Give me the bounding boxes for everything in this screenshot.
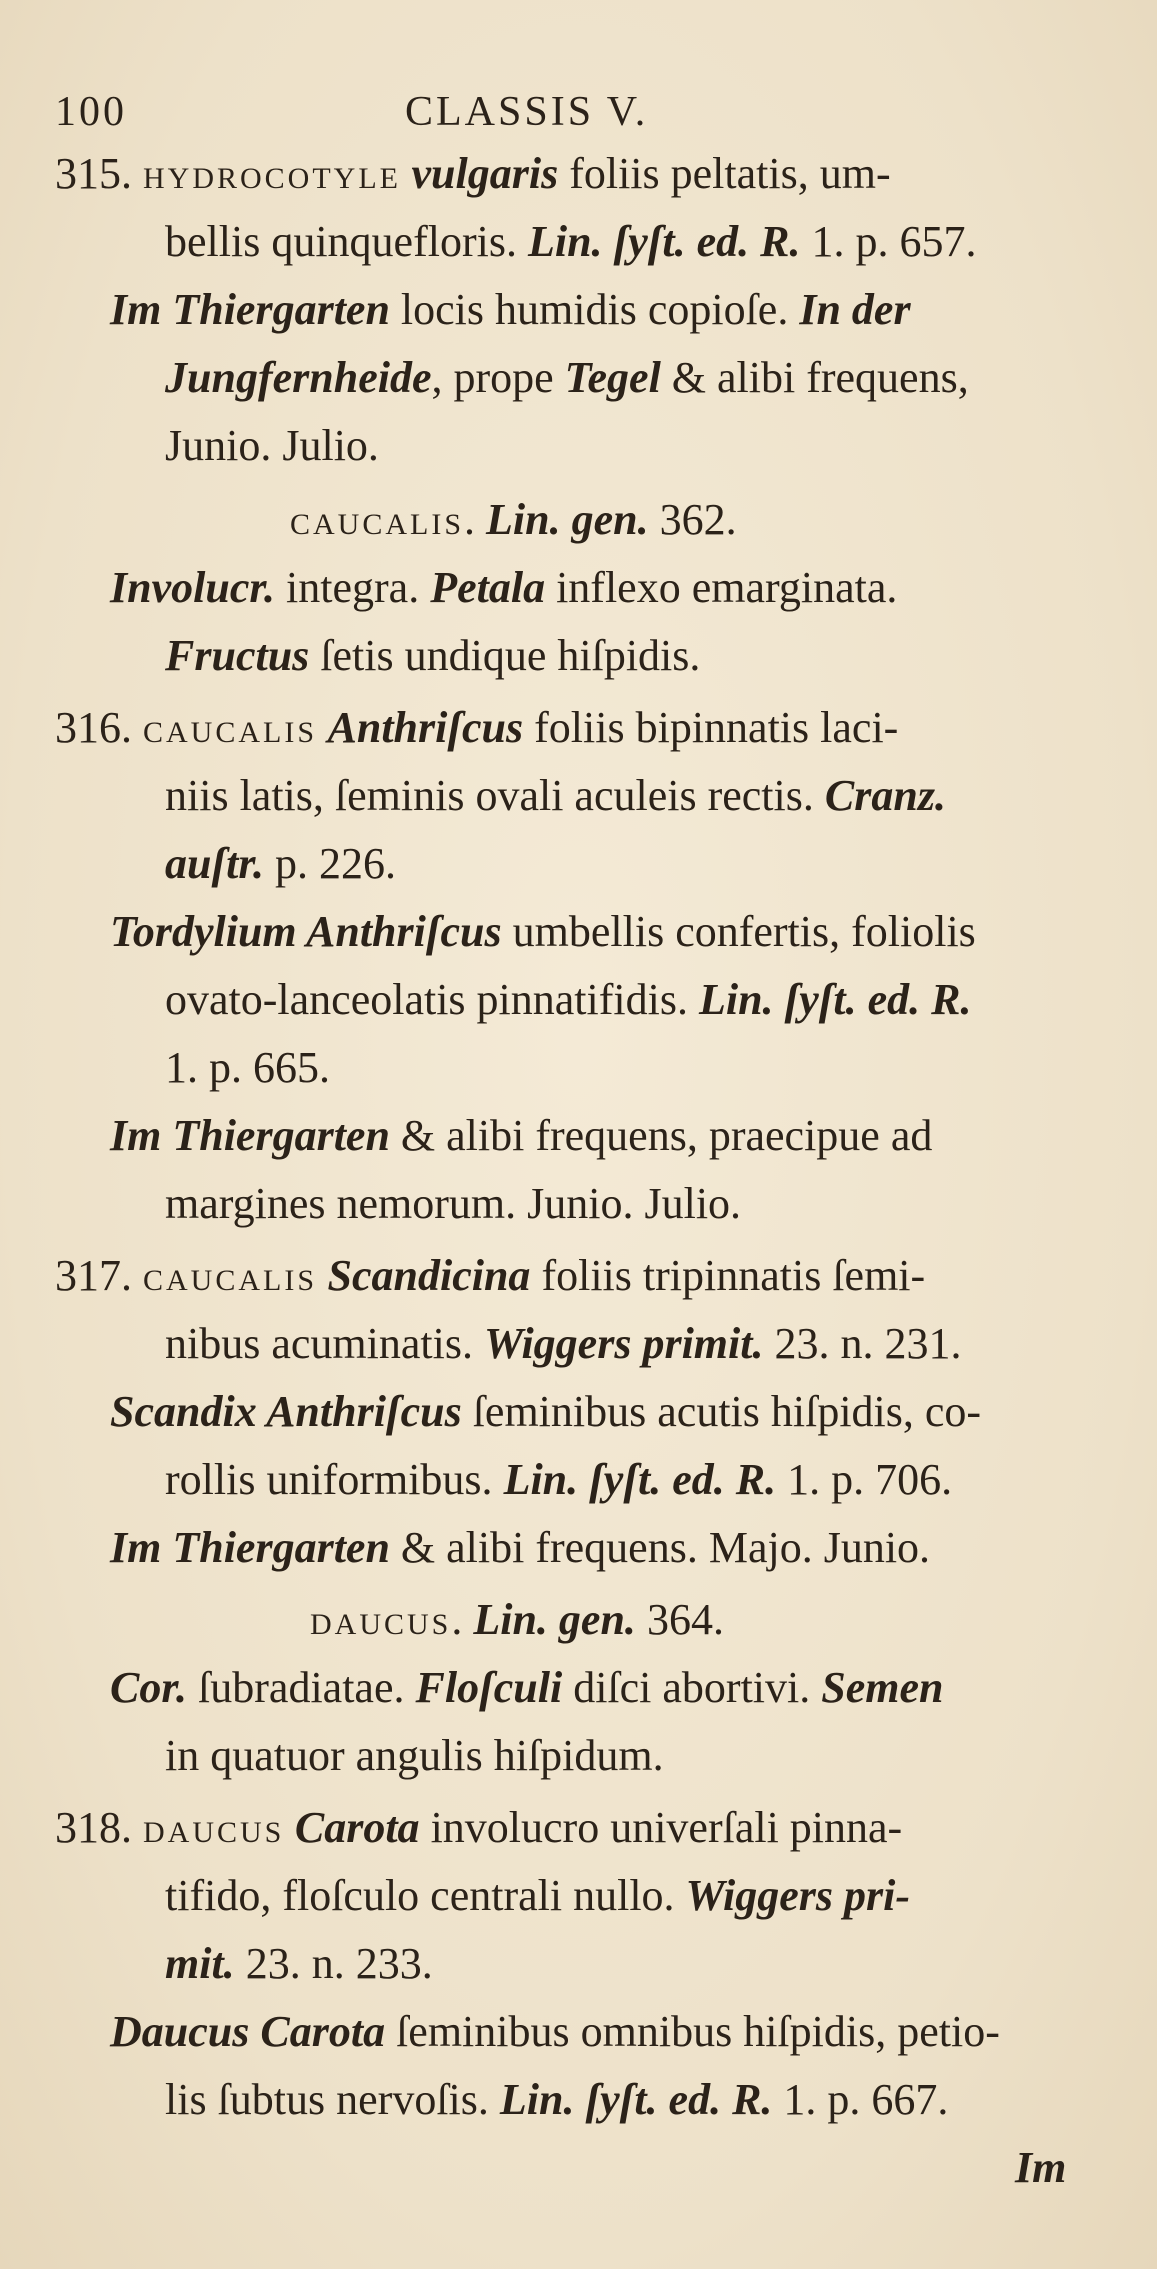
text-run: tifido, floſculo centrali nullo. xyxy=(165,1871,686,1920)
text-run: rollis uniformibus. xyxy=(165,1455,504,1504)
genus-name: HYDROCOTYLE xyxy=(143,162,412,195)
text-run: 315. xyxy=(55,149,143,198)
text-line xyxy=(165,770,946,822)
italic-text: Anthriſcus xyxy=(327,703,524,752)
italic-text: Tegel xyxy=(564,353,661,402)
text-line xyxy=(55,702,898,759)
text-line xyxy=(165,1178,741,1230)
text-line xyxy=(110,1522,930,1574)
text-line xyxy=(165,838,396,890)
genus-name: DAUCUS xyxy=(310,1608,452,1641)
text-run: ſetis undique hiſpidis. xyxy=(309,631,701,680)
italic-text: Semen xyxy=(821,1663,944,1712)
text-line xyxy=(110,1386,981,1438)
italic-text: Lin. gen. xyxy=(473,1595,636,1644)
text-line xyxy=(165,630,700,682)
text-run: 1. p. 706. xyxy=(776,1455,953,1504)
text-line xyxy=(55,1250,925,1307)
italic-text: Carota xyxy=(294,1803,420,1852)
text-run: bellis quinquefloris. xyxy=(165,217,528,266)
italic-text: Scandicina xyxy=(327,1251,531,1300)
italic-text: Lin. ſyſt. ed. R. xyxy=(503,1455,777,1504)
text-run: margines nemorum. Junio. Julio. xyxy=(165,1179,742,1228)
text-run: 318. xyxy=(55,1803,143,1852)
text-run: foliis bipinnatis laci- xyxy=(523,703,899,752)
page-number: 100 xyxy=(55,89,127,135)
text-run: niis latis, ſeminis ovali aculeis rectis. xyxy=(165,771,825,820)
italic-text: Floſculi xyxy=(415,1663,563,1712)
text-run: locis humidis copioſe. xyxy=(389,285,800,334)
text-run: 317. xyxy=(55,1251,143,1300)
text-run: & alibi frequens, praecipue ad xyxy=(389,1111,933,1160)
text-run: ovato-lanceolatis pinnatifidis. xyxy=(165,975,699,1024)
genus-name: CAUCALIS xyxy=(290,508,465,541)
text-run: & alibi frequens, xyxy=(660,353,969,402)
italic-text: Scandix Anthriſcus xyxy=(110,1387,462,1436)
italic-text: Im Thiergarten xyxy=(110,285,390,334)
text-run: 1. p. 657. xyxy=(800,217,977,266)
text-run: foliis tripinnatis ſemi- xyxy=(530,1251,926,1300)
italic-text: Wiggers pri- xyxy=(685,1871,911,1920)
italic-text: Lin. gen. xyxy=(486,495,649,544)
text-line xyxy=(110,1662,943,1714)
italic-text: Wiggers primit. xyxy=(483,1319,764,1368)
text-run: umbellis confertis, foliolis xyxy=(501,907,976,956)
text-line xyxy=(165,352,969,404)
italic-text: auſtr. xyxy=(165,839,265,888)
italic-text: Involucr. xyxy=(110,563,276,612)
genus-name: CAUCALIS xyxy=(143,1264,328,1297)
genus-name: DAUCUS xyxy=(143,1816,295,1849)
text-run: in quatuor angulis hiſpidum. xyxy=(165,1731,664,1780)
text-line xyxy=(110,906,976,958)
text-run: 1. p. 667. xyxy=(772,2075,949,2124)
text-run: . xyxy=(451,1595,474,1644)
text-line xyxy=(165,974,972,1026)
italic-text: Cor. xyxy=(110,1663,188,1712)
text-run: 316. xyxy=(55,703,143,752)
text-line xyxy=(165,1870,910,1922)
italic-text: Im Thiergarten xyxy=(110,1111,390,1160)
text-run: ſubradiatae. xyxy=(187,1663,416,1712)
text-line xyxy=(165,216,976,268)
italic-text: Jungfernheide xyxy=(165,353,432,402)
italic-text: In der xyxy=(799,285,911,334)
text-line xyxy=(55,1802,902,1859)
text-line xyxy=(165,1318,961,1370)
text-line xyxy=(310,1594,724,1651)
italic-text: Cranz. xyxy=(824,771,946,820)
text-run: 362. xyxy=(648,495,737,544)
text-line xyxy=(165,1730,664,1782)
text-line xyxy=(110,1110,932,1162)
italic-text: mit. xyxy=(165,1939,235,1988)
text-run: lis ſubtus nervoſis. xyxy=(165,2075,500,2124)
text-run: 364. xyxy=(635,1595,724,1644)
text-run: . xyxy=(464,495,487,544)
text-run: , prope xyxy=(431,353,565,402)
text-line xyxy=(110,284,911,336)
text-line xyxy=(290,494,737,551)
text-run: 23. n. 231. xyxy=(763,1319,962,1368)
text-line xyxy=(165,1938,433,1990)
text-run: Junio. Julio. xyxy=(165,421,379,470)
text-run: & alibi frequens. Majo. Junio. xyxy=(389,1523,931,1572)
text-run: inflexo emarginata. xyxy=(545,563,898,612)
italic-text: vulgaris xyxy=(411,149,559,198)
text-run: diſci abortivi. xyxy=(562,1663,822,1712)
text-line xyxy=(1015,2142,1066,2194)
page-title: CLASSIS V. xyxy=(405,89,649,135)
text-line xyxy=(165,1042,330,1094)
italic-text: Daucus Carota xyxy=(110,2007,386,2056)
text-run: ſeminibus acutis hiſpidis, co- xyxy=(461,1387,982,1436)
text-run: integra. xyxy=(275,563,431,612)
text-line xyxy=(165,2074,948,2126)
text-line xyxy=(110,2006,1000,2058)
text-run: 1. p. 665. xyxy=(165,1043,330,1092)
text-line xyxy=(165,1454,952,1506)
text-line xyxy=(165,420,379,472)
italic-text: Tordylium Anthriſcus xyxy=(110,907,502,956)
text-run: involucro univerſali pinna- xyxy=(419,1803,903,1852)
text-run: p. 226. xyxy=(264,839,397,888)
text-run: 23. n. 233. xyxy=(234,1939,433,1988)
text-run: ſeminibus omnibus hiſpidis, petio- xyxy=(385,2007,1000,2056)
text-run: nibus acuminatis. xyxy=(165,1319,484,1368)
italic-text: Fructus xyxy=(165,631,310,680)
italic-text: Lin. ſyſt. ed. R. xyxy=(698,975,972,1024)
italic-text: Lin. ſyſt. ed. R. xyxy=(527,217,801,266)
text-run: foliis peltatis, um- xyxy=(558,149,891,198)
text-line xyxy=(55,148,891,205)
text-line xyxy=(110,562,897,614)
genus-name: CAUCALIS xyxy=(143,716,328,749)
italic-text: Im Thiergarten xyxy=(110,1523,390,1572)
italic-text: Lin. ſyſt. ed. R. xyxy=(499,2075,773,2124)
italic-text: Im xyxy=(1015,2143,1067,2192)
italic-text: Petala xyxy=(430,563,546,612)
